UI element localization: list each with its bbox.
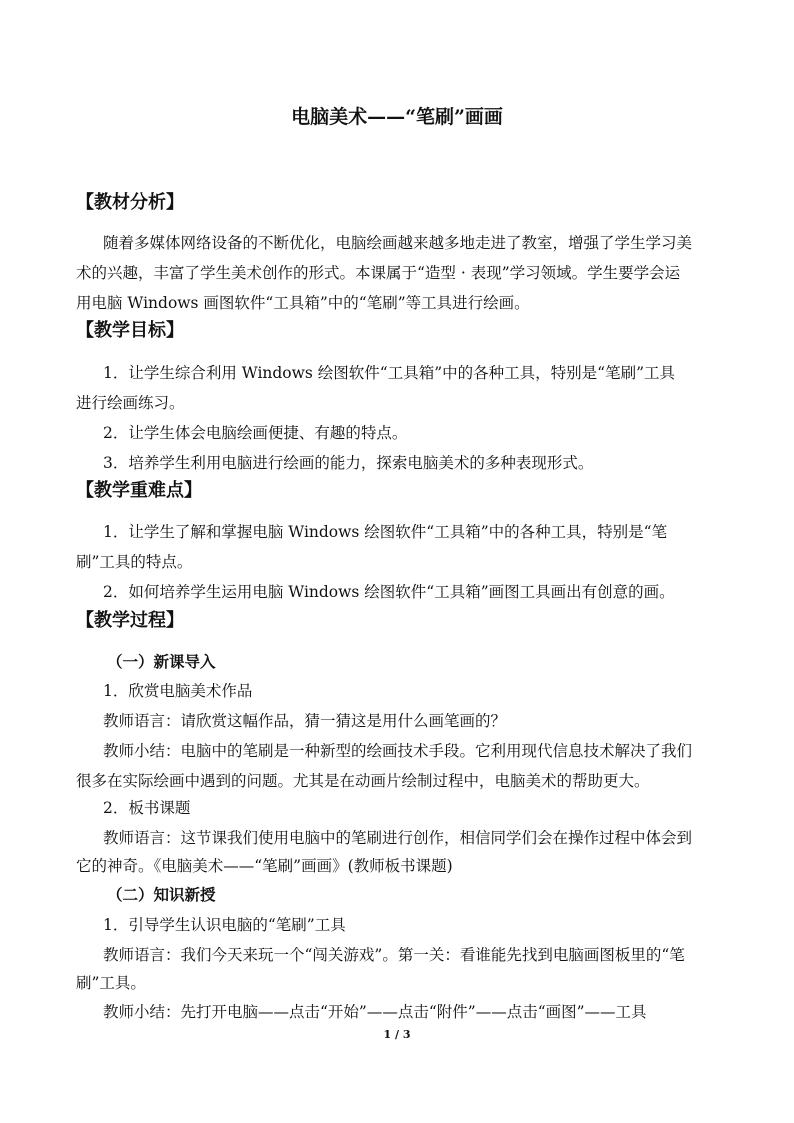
document-title: 电脑美术——“笔刷”画画 [291,106,503,128]
paragraph-line: 用电脑 Windows 画图软件“工具箱”中的“笔刷”等工具进行绘画。 [76,294,530,312]
paragraph-line: 教师语言：我们今天来玩一个“闯关游戏”。第一关：看谁能先找到电脑画图板里的“笔 [103,946,685,964]
paragraph-line: 教师小结：电脑中的笔刷是一种新型的绘画技术手段。它利用现代信息技术解决了我们 [103,742,693,760]
subheading-intro: （一）新课导入 [107,652,216,671]
paragraph-line: 2．让学生体会电脑绘画便捷、有趣的特点。 [103,424,408,442]
heading-key-points: 【教学重难点】 [76,480,202,501]
paragraph-line: 刷”工具。 [76,974,146,992]
subheading-new-knowledge: （二）知识新授 [107,885,216,904]
paragraph-line: 1．欣赏电脑美术作品 [103,682,253,700]
paragraph-line: 教师小结：先打开电脑——点击“开始”——点击“附件”——点击“画图”——工具 [103,1003,647,1021]
paragraph-line: 1．让学生了解和掌握电脑 Windows 绘图软件“工具箱”中的各种工具，特别是“笔 [103,523,668,541]
paragraph-line: 1．让学生综合利用 Windows 绘图软件“工具箱”中的各种工具，特别是“笔刷”工具 [103,364,675,382]
paragraph-line: 术的兴趣，丰富了学生美术创作的形式。本课属于“造型 · 表现”学习领域。学生要学会运 [76,264,681,282]
paragraph-line: 2．板书课题 [103,799,191,817]
paragraph-line: 2．如何培养学生运用电脑 Windows 绘图软件“工具箱”画图工具画出有创意的画。 [103,583,675,601]
paragraph-line: 进行绘画练习。 [76,394,185,412]
heading-objectives: 【教学目标】 [76,320,184,341]
paragraph-line: 3．培养学生利用电脑进行绘画的能力，探索电脑美术的多种表现形式。 [103,454,594,472]
paragraph-line: 1．引导学生认识电脑的“笔刷”工具 [103,916,346,934]
paragraph-line: 教师语言：这节课我们使用电脑中的笔刷进行创作，相信同学们会在操作过程中体会到 [103,829,693,847]
paragraph-line: 刷”工具的特点。 [76,553,193,571]
heading-analysis: 【教材分析】 [76,192,184,213]
paragraph-line: 随着多媒体网络设备的不断优化，电脑绘画越来越多地走进了教室，增强了学生学习美 [103,234,693,252]
paragraph-line: 它的神奇。《电脑美术——“笔刷”画画》(教师板书课题) [76,857,453,875]
paragraph-line: 教师语言：请欣赏这幅作品，猜一猜这是用什么画笔画的？ [103,712,507,730]
page-number: 1 / 3 [383,1028,411,1041]
paragraph-line: 很多在实际绘画中遇到的问题。尤其是在动画片绘制过程中，电脑美术的帮助更大。 [76,772,650,790]
heading-process: 【教学过程】 [76,610,184,631]
